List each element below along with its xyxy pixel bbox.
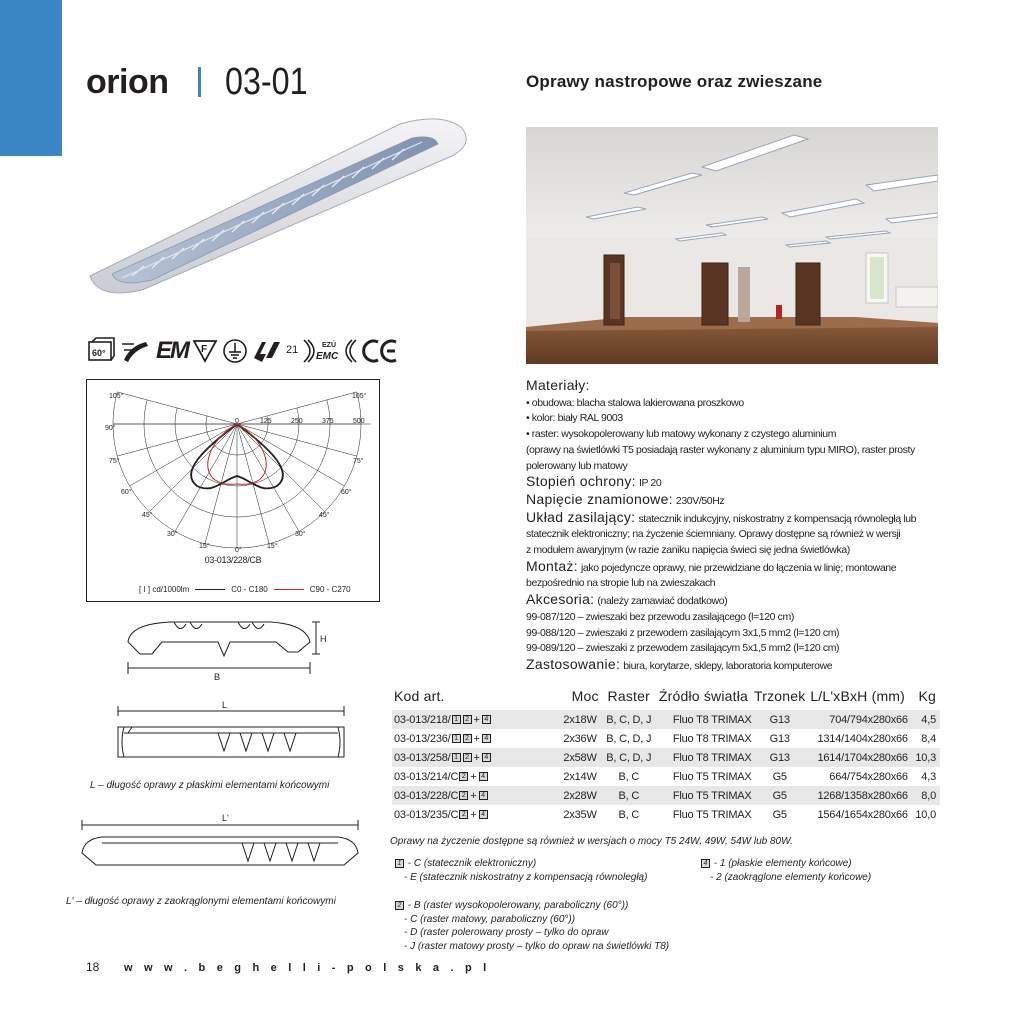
f-mark-icon [192, 338, 218, 364]
cell-source: Fluo T8 TRIMAX [659, 748, 754, 767]
mount-line-2: bezpośrednio na stropie lub na zwieszakach [526, 577, 716, 590]
polar-unit: [ I ] cd/1000lm [139, 585, 190, 594]
option-box: 2 [463, 734, 472, 743]
materials-heading: Materiały: [526, 378, 590, 393]
corner-tab [0, 0, 62, 156]
width-label: B [214, 672, 221, 682]
table-row [392, 748, 940, 767]
polar-angle-label: 15° [199, 543, 210, 550]
supply-line-3: z modułem awaryjnym (w razie zaniku napięcia świeci się jedna świetlówka) [526, 544, 850, 557]
ip-value: IP 20 [638, 477, 662, 490]
lamp-installation-icon [120, 336, 152, 366]
accessory-2: 99-088/120 – zwieszaki z przewodem zasilającym 3x1,5 mm2 (l=120 cm) [526, 626, 840, 639]
option-box: 1 [452, 715, 461, 724]
legend-raster-a: - B (raster wysokopolerowany, paraboliczny (60°)) [407, 900, 629, 911]
legend-raster-c: - D (raster polerowany prosty – tylko do opraw [404, 927, 609, 938]
cell-dimensions: 664/754x280x66 [829, 770, 908, 783]
cell-dimensions: 1268/1358x280x66 [806, 786, 910, 805]
table-row [392, 729, 940, 748]
table-row [392, 805, 940, 824]
caption-flat-ends: L – długość oprawy z płaskimi elementami końcowymi [90, 780, 330, 791]
cell-weight: 8,4 [921, 732, 936, 745]
cross-section-drawing [120, 612, 334, 684]
legend-c90: C90 - C270 [309, 585, 351, 594]
polar-spoke [237, 424, 357, 456]
legend-raster [394, 899, 669, 953]
polar-spoke [237, 424, 299, 531]
option-box: 1 [452, 734, 461, 743]
voltage-value: 230V/50Hz [675, 494, 725, 507]
polar-diagram [86, 379, 380, 602]
side-view-flat-drawing [88, 697, 346, 777]
cell-power: 2x35W [563, 808, 597, 821]
polar-angle-label: 75° [353, 458, 364, 465]
height-label: H [320, 634, 327, 644]
cell-power: 2x28W [553, 786, 599, 805]
length-label: L [222, 700, 228, 710]
cell-code [392, 786, 553, 805]
supply-heading: Układ zasilający: [526, 509, 636, 525]
materials-line-3: • raster: wysokopolerowany lub matowy wykonany z czystego aluminium [526, 428, 837, 441]
accessories-heading: Akcesoria: [526, 592, 595, 608]
plus-sign: + [470, 808, 477, 821]
cell-base: G13 [754, 710, 806, 729]
legend-end-caps-b: - 2 (zaokrąglone elementy końcowe) [710, 871, 872, 883]
cell-base: G5 [772, 770, 787, 783]
use-value: biura, korytarze, sklepy, laboratoria komputerowe [623, 659, 833, 672]
article-code: 03-013/228/C [394, 789, 459, 802]
polar-angle-label: 60° [341, 489, 352, 496]
legend-raster-d: - J (raster matowy prosty – tylko do opraw na świetlówki T8) [404, 940, 670, 952]
cell-source: Fluo T5 TRIMAX [672, 808, 752, 821]
supply-line-2: statecznik elektroniczny; na życzenie ściemniany. Oprawy dostępne są również w wersji [526, 528, 901, 541]
cell-code [392, 710, 553, 729]
option-box: 4 [482, 715, 491, 724]
polar-angle-label: 0° [235, 547, 242, 554]
option-box: 4 [479, 791, 488, 800]
materials-line-4: (oprawy na świetlówki T5 posiadają raster wykonany z aluminium typu MIRO), raster prosty [526, 443, 915, 456]
polar-angle-label: 30° [167, 531, 178, 538]
col-power: Moc [571, 688, 599, 704]
cell-dimensions: 1314/1404x280x66 [817, 732, 908, 745]
option-box: 4 [482, 734, 491, 743]
cell-code [392, 748, 553, 767]
legend-line-c90 [274, 589, 304, 591]
polar-radial-label: 250 [291, 418, 303, 425]
cell-code [392, 767, 553, 786]
article-code: 03-013/236/ [394, 732, 451, 745]
ip-number: 21 [286, 344, 299, 356]
page-subtitle: Oprawy nastropowe oraz zwieszane [526, 72, 823, 91]
cell-base: G13 [754, 748, 806, 767]
supply-line-1: statecznik indukcyjny, niskostratny z kompensacją równoległą lub [638, 512, 917, 525]
cell-code [392, 729, 553, 748]
plus-sign: + [470, 789, 477, 802]
cell-dimensions: 1614/1704x280x66 [806, 748, 910, 767]
col-weight: Kg [918, 688, 936, 704]
accessories-note: (należy zamawiać dodatkowo) [597, 595, 728, 608]
cell-power: 2x36W [563, 732, 597, 745]
legend-box-2: 2 [395, 901, 404, 910]
legend-box-1: 1 [395, 859, 404, 868]
specifications [526, 378, 940, 675]
cell-source: Fluo T8 TRIMAX [672, 732, 752, 745]
plus-sign: + [473, 751, 480, 764]
option-box: 2 [459, 772, 468, 781]
polar-angle-label: 60° [121, 489, 132, 496]
product-table [392, 686, 940, 824]
website-link[interactable]: w w w . b e g h e l l i - p o l s k a . p l [124, 962, 491, 974]
cell-weight: 4,3 [921, 770, 936, 783]
article-code: 03-013/218/ [394, 713, 451, 726]
legend-ballast-b: - E (statecznik niskostratny z kompensacją równoległą) [404, 871, 648, 883]
em-mark-icon: EM [156, 337, 188, 364]
polar-angle-label: 75° [109, 458, 120, 465]
cell-weight: 10,0 [915, 808, 936, 821]
legend-ballast-a: - C (statecznik elektroniczny) [407, 858, 537, 869]
page-title [86, 58, 323, 106]
polar-diagram-svg [87, 380, 378, 600]
option-box: 2 [463, 715, 472, 724]
legend-raster-b: - C (raster matowy, paraboliczny (60°)) [404, 913, 576, 925]
ce-mark-icon [362, 336, 400, 366]
cell-source: Fluo T5 TRIMAX [672, 770, 752, 783]
cell-dimensions: 1564/1654x280x66 [817, 808, 908, 821]
polar-angle-label: 90° [105, 425, 116, 432]
col-base: Trzonek [753, 688, 806, 704]
legend-line-c0 [195, 589, 225, 591]
cell-base: G13 [769, 732, 790, 745]
cell-dimensions: 704/794x280x66 [806, 710, 910, 729]
cell-base: G5 [772, 808, 787, 821]
option-box: 1 [452, 753, 461, 762]
office-room-photo [526, 127, 938, 364]
page-number: 18 [86, 960, 100, 974]
article-code: 03-013/214/C [394, 770, 459, 783]
svg-text:60°: 60° [92, 348, 106, 358]
voltage-heading: Napięcie znamionowe: [526, 491, 673, 507]
caption-rounded-ends: L' – długość oprawy z zaokrąglonymi elementami końcowymi [66, 896, 336, 907]
cell-weight: 4,5 [910, 710, 940, 729]
option-box: 4 [482, 753, 491, 762]
cell-source: Fluo T8 TRIMAX [659, 710, 754, 729]
cell-raster: B, C, D, J [599, 748, 659, 767]
accessory-3: 99-089/120 – zwieszaki z przewodem zasilającym 5x1,5 mm2 (l=120 cm) [526, 642, 840, 655]
use-heading: Zastosowanie: [526, 656, 621, 672]
mount-line-1: jako pojedyncze oprawy, nie przewidziane do łączenia w linię; montowane [580, 561, 897, 574]
product-code: 03-01 [225, 60, 309, 103]
cell-raster: B, C [599, 786, 659, 805]
svg-text:F: F [201, 344, 208, 355]
cell-power: 2x14W [563, 770, 597, 783]
article-code: 03-013/258/ [394, 751, 451, 764]
cell-power: 2x18W [553, 710, 599, 729]
col-dimensions: L/L'xBxH (mm) [810, 688, 906, 704]
col-source: Źródło światła [658, 688, 749, 704]
polar-angle-label: 45° [319, 512, 330, 519]
option-box: 2 [459, 791, 468, 800]
table-row [392, 710, 940, 729]
polar-spoke [175, 424, 237, 531]
mount-heading: Montaż: [526, 558, 578, 574]
article-code: 03-013/235/C [394, 808, 459, 821]
legend-box-4: 4 [701, 859, 710, 868]
option-box: 2 [459, 810, 468, 819]
earth-ground-icon [222, 338, 248, 364]
table-row [392, 767, 940, 786]
plus-sign: + [473, 732, 480, 745]
ip-heading: Stopień ochrony: [526, 474, 636, 490]
col-code: Kod art. [394, 688, 445, 704]
legend-end-caps [700, 857, 871, 884]
legend-end-caps-a: - 1 (płaskie elementy końcowe) [713, 858, 852, 869]
materials-line-5: polerowany lub matowy [526, 459, 628, 472]
polar-spoke [117, 424, 237, 456]
cell-raster: B, C, D, J [599, 710, 659, 729]
cell-code [392, 805, 553, 824]
polar-spoke [117, 392, 237, 424]
table-header-row [392, 686, 940, 710]
polar-radial-label: 125 [260, 418, 272, 425]
legend-ballast [394, 857, 647, 884]
plus-sign: + [470, 770, 477, 783]
cell-weight: 8,0 [910, 786, 940, 805]
emc-text: EMC [316, 351, 339, 362]
cell-source: Fluo T5 TRIMAX [659, 786, 754, 805]
legend-c0: C0 - C180 [231, 585, 268, 594]
ezu-text: EZÚ [322, 342, 337, 349]
materials-line-1: • obudowa: blacha stalowa lakierowana proszkowo [526, 396, 744, 409]
luminaire-photo [82, 108, 472, 294]
ezu-emc-mark-icon [302, 336, 358, 366]
length-label-rounded: L' [222, 813, 229, 823]
title-separator [198, 67, 201, 97]
cell-raster: B, C [618, 808, 640, 821]
polar-angle-label: 105° [109, 393, 124, 400]
option-box: 2 [463, 753, 472, 762]
polar-legend [139, 585, 351, 594]
wave-mark-icon [252, 338, 282, 364]
cell-base: G5 [754, 786, 806, 805]
polar-model-label: 03-013/228/CB [204, 555, 262, 565]
certification-marks [86, 333, 400, 369]
plus-sign: + [473, 713, 480, 726]
polar-spoke [237, 424, 344, 486]
polar-angle-label: 15° [267, 543, 278, 550]
polar-radial-label: 375 [322, 418, 334, 425]
polar-angle-label: 45° [142, 512, 153, 519]
materials-line-2: • kolor: biały RAL 9003 [526, 412, 623, 425]
polar-radial-label: 0 [235, 418, 239, 425]
brand-name: orion [86, 62, 169, 101]
accessory-1: 99-087/120 – zwieszaki bez przewodu zasilającego (l=120 cm) [526, 610, 794, 623]
side-view-rounded-drawing [74, 807, 362, 887]
option-box: 4 [479, 772, 488, 781]
cell-raster: B, C, D, J [606, 732, 652, 745]
option-box: 4 [479, 810, 488, 819]
cell-weight: 10,3 [910, 748, 940, 767]
cell-raster: B, C [618, 770, 640, 783]
table-row [392, 786, 940, 805]
col-raster: Raster [607, 688, 650, 704]
polar-spoke [130, 424, 237, 486]
cell-power: 2x58W [553, 748, 599, 767]
availability-note: Oprawy na życzenie dostępne są również w wersjach o mocy T5 24W, 49W, 54W lub 80W. [390, 836, 793, 847]
polar-radial-label: 500 [353, 418, 365, 425]
polar-angle-label: 30° [295, 531, 306, 538]
polar-angle-label: 105° [352, 393, 367, 400]
temperature-mark-icon [86, 336, 116, 366]
